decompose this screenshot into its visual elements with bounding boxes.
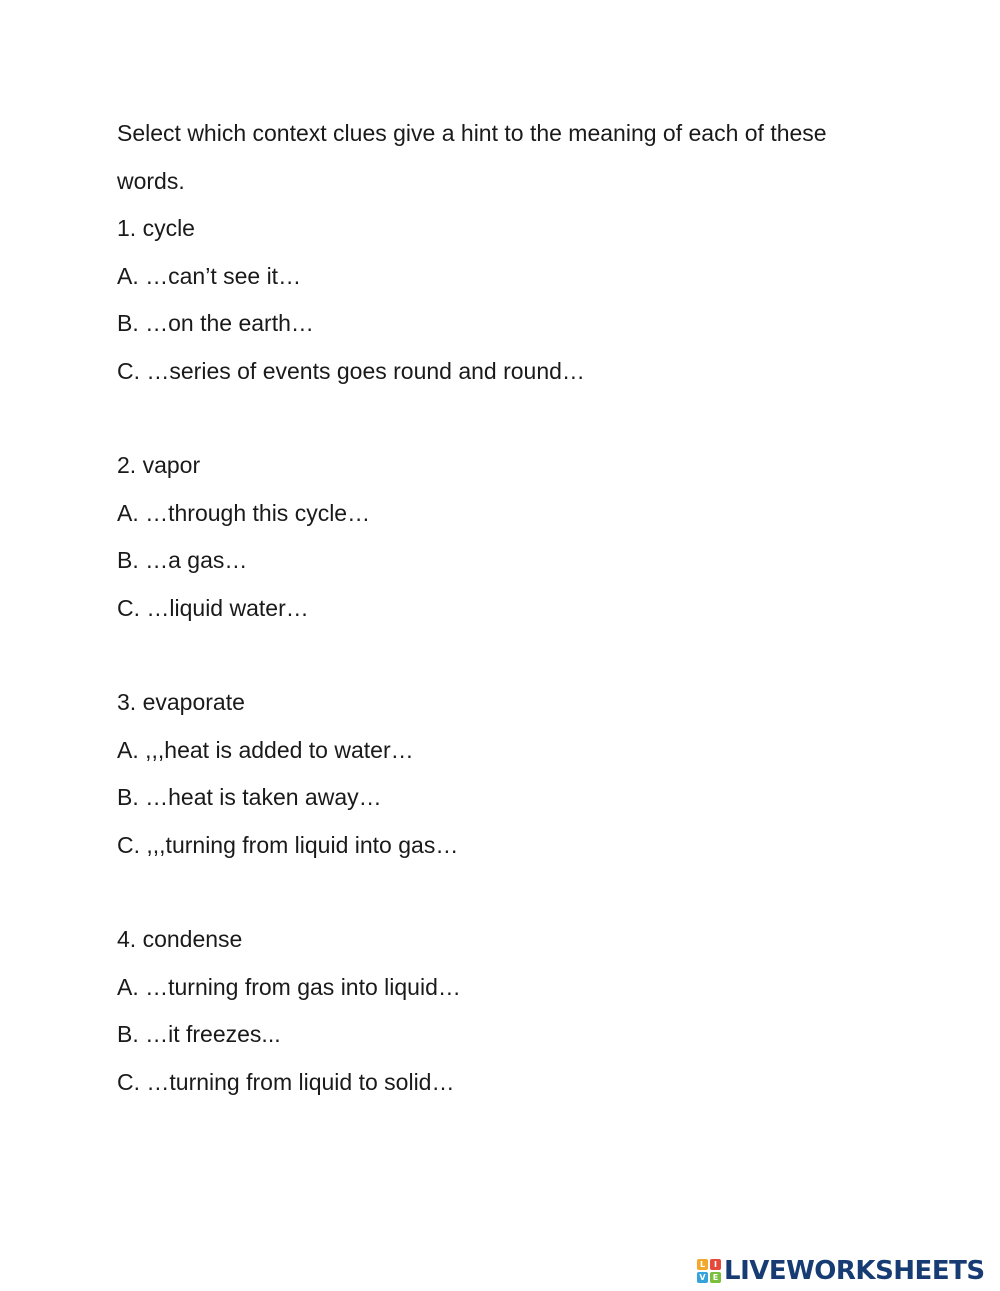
answer-option[interactable]: C. …liquid water… [117,594,309,621]
answer-option[interactable]: B. …it freezes... [117,1021,281,1047]
logo-block: I [710,1259,721,1270]
question-word: 4. condense [117,926,243,952]
spacer [117,632,877,679]
answer-option[interactable]: B. …heat is taken away… [117,784,382,810]
question-2 [117,442,877,632]
answer-option[interactable]: A. ,,,heat is added to water… [117,736,414,763]
question-1 [117,205,877,395]
logo-block: E [710,1272,721,1283]
worksheet [117,110,877,1106]
question-4 [117,916,877,1106]
answer-option[interactable]: C. ,,,turning from liquid into gas… [117,831,459,858]
answer-option[interactable]: B. …on the earth… [117,310,314,336]
question-3 [117,679,877,869]
spacer [117,869,877,916]
answer-option[interactable]: C. …series of events goes round and round… [117,357,585,384]
logo-block: V [697,1272,708,1283]
question-word: 3. evaporate [117,689,245,715]
liveworksheets-logo [697,1254,985,1288]
instructions-line-2: words. [117,167,185,194]
spacer [117,395,877,442]
answer-option[interactable]: A. …can’t see it… [117,262,302,289]
logo-blocks-icon [697,1259,721,1283]
logo-text: LIVEWORKSHEETS [724,1256,985,1286]
question-word: 2. vapor [117,452,201,478]
answer-option[interactable]: C. …turning from liquid to solid… [117,1068,455,1095]
answer-option[interactable]: B. …a gas… [117,547,248,573]
answer-option[interactable]: A. …through this cycle… [117,499,371,526]
logo-block: L [697,1259,708,1270]
question-word: 1. cycle [117,215,195,241]
answer-option[interactable]: A. …turning from gas into liquid… [117,973,461,1000]
instructions-line-1: Select which context clues give a hint to the meaning of each of these [117,120,827,146]
